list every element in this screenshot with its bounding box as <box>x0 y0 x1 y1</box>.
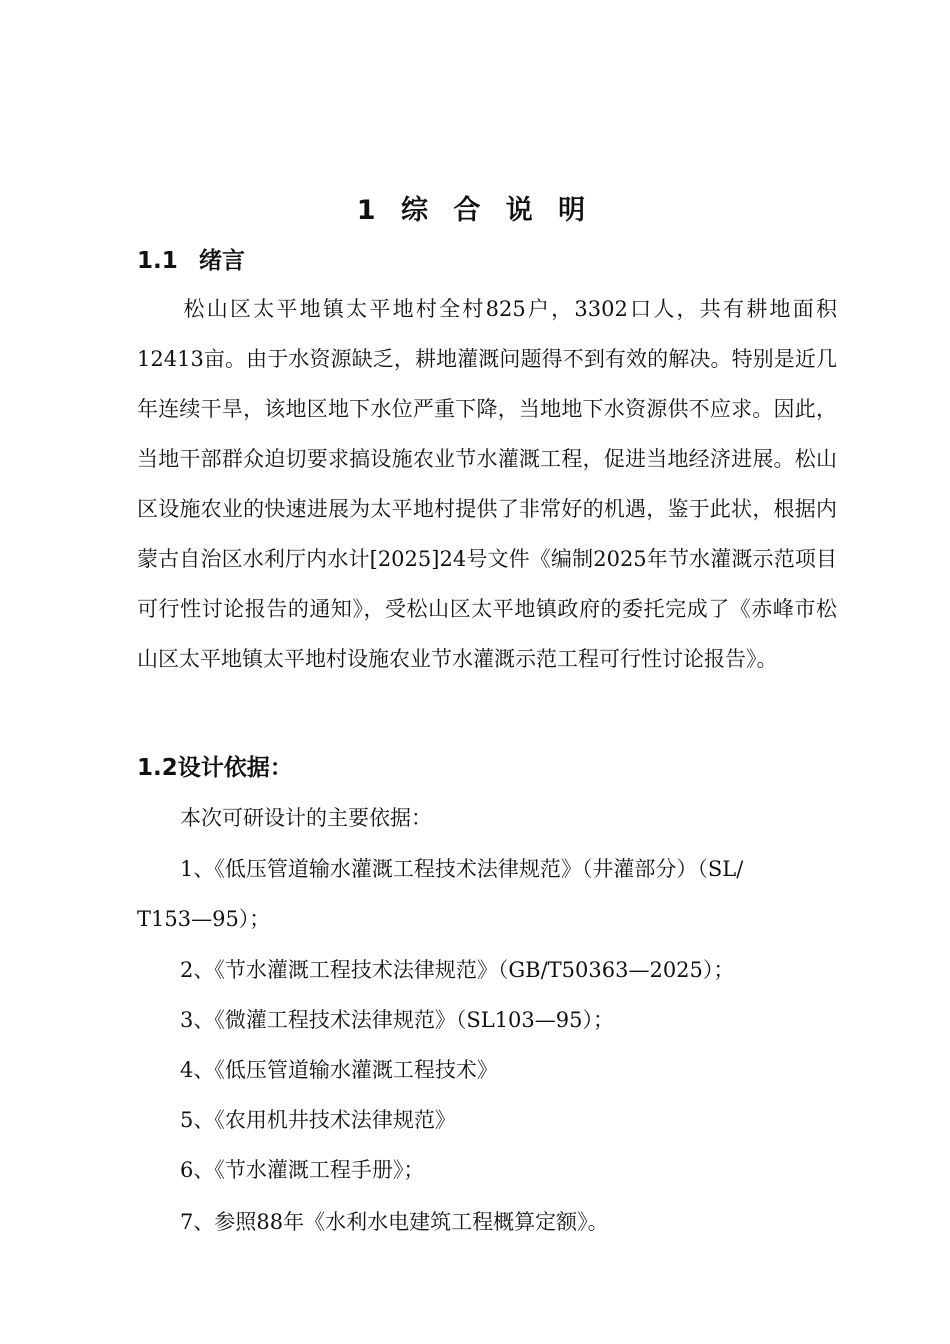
design-basis-intro: 本次可研设计的主要依据： <box>180 806 432 830</box>
introduction-paragraph: 松山区太平地镇太平地村全村825户，3302口人，共有耕地面积12413亩。由于水资源缺乏，耕地灌溉问题得不到有效的解决。特别是近几年连续干旱，该地区地下水位严重下降，当地地下水资源供不应求。因此，当地干部群众迫切要求搞设施农业节水灌溉工程，促进当地经济进展。松山区设施农业的快速进展为太平地村提供了非常好的机遇，鉴于此状，根据内蒙古自治区水利厅内水计[2025]24号文件《编制2025年节水灌溉示范项目可行性讨论报告的通知》，受松山区太平地镇政府的委托完成了《赤峰市松山区太平地镇太平地村设施农业节水灌溉示范工程可行性讨论报告》。 <box>137 297 837 671</box>
section-heading-introduction <box>137 242 245 275</box>
list-item-continuation: T153—95）； <box>137 907 271 931</box>
list-item: 4、《低压管道输水灌溉工程技术》 <box>180 1058 498 1082</box>
section-number: 1.1 <box>137 248 178 274</box>
list-item: 7、参照88年《水利水电建筑工程概算定额》。 <box>180 1210 609 1234</box>
list-item: 6、《节水灌溉工程手册》； <box>180 1158 425 1182</box>
list-item: 3、《微灌工程技术法律规范》（SL103—95）； <box>180 1008 614 1032</box>
chapter-title: 1 综 合 说 明 <box>356 195 594 226</box>
section-heading-design-basis: 1.2设计依据： <box>137 755 293 781</box>
list-item: 1、《低压管道输水灌溉工程技术法律规范》（井灌部分）（SL/ <box>180 857 744 881</box>
list-item: 5、《农用机井技术法律规范》 <box>180 1108 456 1132</box>
list-item: 2、《节水灌溉工程技术法律规范》（GB/T50363—2025）； <box>180 958 735 982</box>
section-title: 绪言 <box>199 248 245 274</box>
